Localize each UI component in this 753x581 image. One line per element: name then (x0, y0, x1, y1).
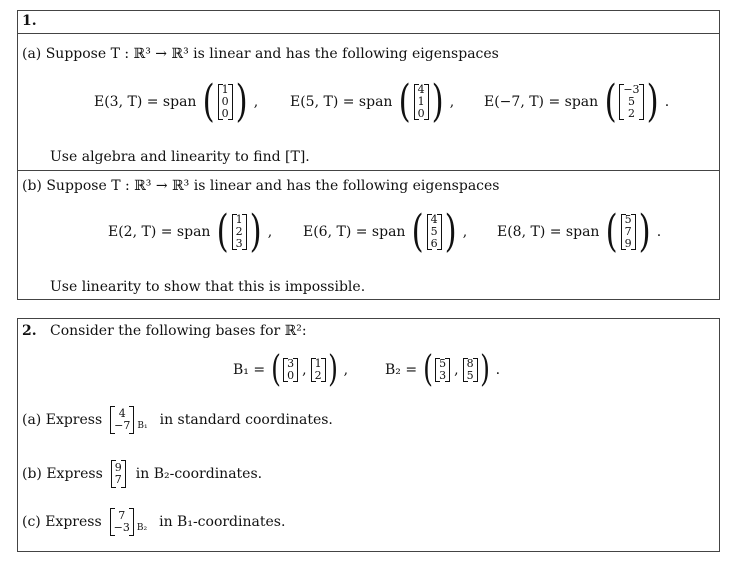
eigenspace-1b-1 (108, 206, 273, 257)
eigenspace-lhs: E(8, T) = span (497, 224, 600, 240)
column-vector (619, 84, 643, 120)
right-paren: ) (327, 349, 338, 390)
eigenspace-1a-3 (484, 76, 670, 127)
vector-entry: 3 (235, 237, 243, 250)
basis-lhs: B₁ = (233, 362, 266, 378)
column-vector (621, 214, 636, 250)
column-vector (463, 358, 478, 382)
vector-entry: 1 (221, 83, 229, 96)
comma: , (302, 362, 307, 378)
vector-entry: 4 (417, 83, 425, 96)
right-paren: ) (479, 349, 490, 390)
punctuation: . (495, 362, 501, 378)
part-label: (a) Express (22, 412, 103, 428)
vector-entry: 1 (235, 213, 243, 226)
basis-lhs: B₂ = (385, 362, 418, 378)
vector-entry: 5 (439, 357, 447, 370)
punctuation: , (267, 224, 273, 240)
part-label: (c) Express (22, 514, 102, 530)
eigenspace-lhs: E(5, T) = span (290, 94, 393, 110)
problem-1b-divider (17, 170, 720, 171)
problem-2-number: 2. (22, 323, 37, 339)
vector-entry: 0 (417, 107, 425, 120)
left-paren: ( (604, 76, 617, 127)
punctuation: , (253, 94, 259, 110)
problem-2b (22, 460, 262, 488)
column-vector (218, 84, 233, 120)
vector-entry: −3 (623, 83, 640, 96)
punctuation: , (343, 362, 349, 378)
problem-2a (22, 406, 333, 434)
vector-entry: 2 (627, 107, 635, 120)
eigenspace-lhs: E(−7, T) = span (484, 94, 599, 110)
left-paren: ( (203, 76, 216, 127)
vector-entry: 4 (118, 407, 126, 420)
vector-entry: 4 (430, 213, 438, 226)
column-vector (427, 214, 442, 250)
problem-1a-instruction: Use algebra and linearity to find [T]. (50, 149, 310, 165)
eigenspace-1b-2 (303, 206, 468, 257)
vector-entry: 5 (466, 369, 474, 382)
left-paren: ( (412, 206, 425, 257)
vector-entry: 6 (430, 237, 438, 250)
column-vector (232, 214, 247, 250)
column-vector (311, 358, 326, 382)
eigenspace-1b-3 (497, 206, 662, 257)
right-paren: ) (646, 76, 659, 127)
vector-entry: 8 (466, 357, 474, 370)
basis-b2 (385, 349, 501, 390)
left-paren: ( (271, 349, 282, 390)
vector-entry: 3 (439, 369, 447, 382)
right-paren: ) (444, 206, 457, 257)
problem-2-stem: Consider the following bases for ℝ²: (50, 323, 307, 339)
problem-1-header-divider (17, 33, 720, 34)
eigenspace-1a-2 (290, 76, 455, 127)
problem-1b-instruction: Use linearity to show that this is impossible. (50, 279, 366, 295)
vector-entry: 0 (221, 95, 229, 108)
right-paren: ) (638, 206, 651, 257)
basis-b1 (233, 349, 349, 390)
vector-entry: 9 (624, 237, 632, 250)
punctuation: , (462, 224, 468, 240)
vector-entry: 5 (430, 225, 438, 238)
column-vector (283, 358, 298, 382)
left-paren: ( (399, 76, 412, 127)
column-vector (110, 406, 134, 434)
vector-entry: 0 (221, 107, 229, 120)
punctuation: . (656, 224, 662, 240)
eigenspace-lhs: E(6, T) = span (303, 224, 406, 240)
part-label: (b) Express (22, 466, 103, 482)
vector-entry: 1 (417, 95, 425, 108)
vector-entry: 5 (627, 95, 635, 108)
left-paren: ( (606, 206, 619, 257)
eigenspace-lhs: E(2, T) = span (108, 224, 211, 240)
problem-1a-stem: (a) Suppose T : ℝ³ → ℝ³ is linear and has the following eigenspaces (22, 46, 499, 62)
problem-1b-stem: (b) Suppose T : ℝ³ → ℝ³ is linear and has the following eigenspaces (22, 178, 500, 194)
vector-entry: −7 (114, 419, 131, 432)
vector-entry: −3 (113, 521, 130, 534)
column-vector (435, 358, 450, 382)
vector-entry: 7 (624, 225, 632, 238)
right-paren: ) (249, 206, 262, 257)
comma: , (454, 362, 459, 378)
vector-entry: 3 (287, 357, 295, 370)
left-paren: ( (217, 206, 230, 257)
vector-entry: 5 (624, 213, 632, 226)
part-tail: in B₁-coordinates. (159, 514, 286, 530)
vector-entry: 7 (118, 509, 126, 522)
right-paren: ) (431, 76, 444, 127)
left-paren: ( (423, 349, 434, 390)
column-vector (111, 460, 126, 488)
part-tail: in B₂-coordinates. (135, 466, 263, 482)
punctuation: . (664, 94, 670, 110)
right-paren: ) (235, 76, 248, 127)
punctuation: , (449, 94, 455, 110)
column-vector (110, 508, 134, 536)
part-tail: in standard coordinates. (159, 412, 333, 428)
vector-entry: 2 (314, 369, 322, 382)
eigenspace-1a-1 (94, 76, 259, 127)
vector-entry: 9 (114, 461, 122, 474)
vector-entry: 7 (114, 473, 122, 486)
vector-entry: 0 (287, 369, 295, 382)
eigenspace-lhs: E(3, T) = span (94, 94, 197, 110)
coordinate-subscript: B₁ (137, 421, 148, 431)
coordinate-subscript: B₂ (136, 523, 148, 533)
problem-1-number: 1. (22, 13, 37, 29)
vector-entry: 2 (235, 225, 243, 238)
vector-entry: 1 (314, 357, 322, 370)
column-vector (414, 84, 429, 120)
problem-2c (22, 508, 285, 536)
